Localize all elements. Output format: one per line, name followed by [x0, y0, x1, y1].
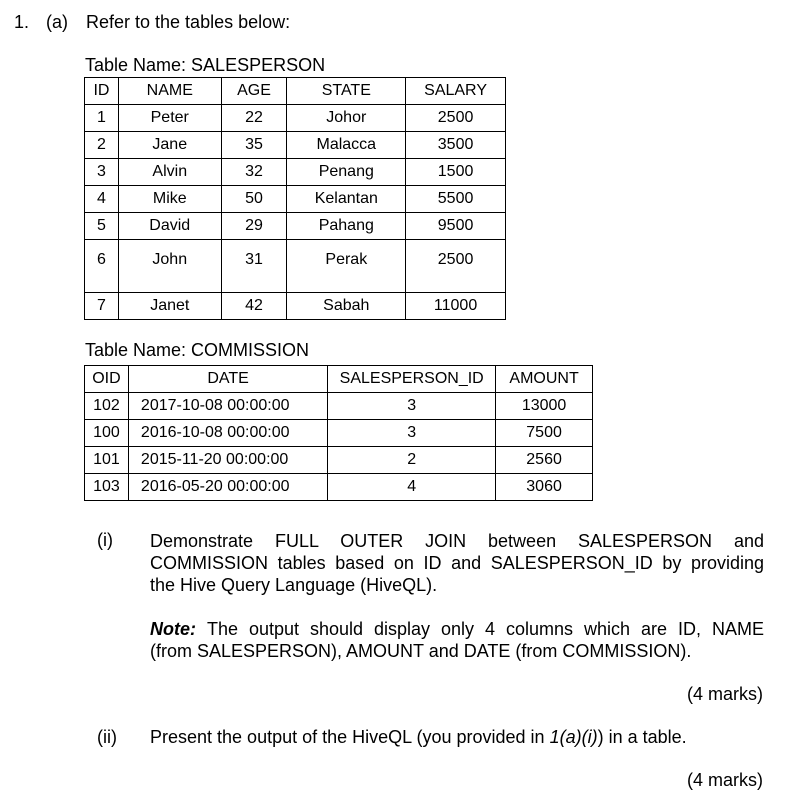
text-line: Demonstrate FULL OUTER JOIN between SALESPERSON and [150, 531, 764, 551]
note-line-1 [150, 618, 764, 640]
table-cell: Jane [118, 132, 221, 159]
table-header-row [85, 366, 593, 393]
question-part: (a) [46, 12, 68, 32]
table-cell: 2017-10-08 00:00:00 [128, 393, 327, 420]
table-row [85, 213, 506, 240]
text-line: the Hive Query Language (HiveQL). [150, 575, 438, 595]
table-cell: 5 [85, 213, 119, 240]
marks-i: (4 marks) [687, 684, 763, 704]
table-cell: 102 [85, 393, 129, 420]
table-cell: 2 [85, 132, 119, 159]
table-cell: 2500 [406, 240, 506, 293]
question-reference: 1(a)(i) [549, 727, 598, 747]
table-row [85, 186, 506, 213]
table-cell: Penang [287, 159, 406, 186]
sub-question-i-label: (i) [97, 530, 113, 550]
table-cell: 11000 [406, 293, 506, 320]
table-cell: Mike [118, 186, 221, 213]
table-cell: 32 [221, 159, 287, 186]
table-cell: 1 [85, 105, 119, 132]
table-row [85, 447, 593, 474]
table-cell: 4 [328, 474, 496, 501]
table-cell: Kelantan [287, 186, 406, 213]
salesperson-caption: Table Name: SALESPERSON [85, 55, 326, 75]
table-cell: 35 [221, 132, 287, 159]
column-header: AMOUNT [496, 366, 593, 393]
table-cell: 4 [85, 186, 119, 213]
table-cell: 3 [328, 393, 496, 420]
table-cell: 2 [328, 447, 496, 474]
table-row [85, 474, 593, 501]
table-cell: 6 [85, 240, 119, 293]
table-cell: Janet [118, 293, 221, 320]
question-intro: Refer to the tables below: [86, 12, 291, 32]
table-cell: Malacca [287, 132, 406, 159]
table-row [85, 105, 506, 132]
text-segment: Present the output of the HiveQL (you provided in [150, 727, 550, 747]
table-cell: Johor [287, 105, 406, 132]
table-cell: John [118, 240, 221, 293]
table-header-row [85, 78, 506, 105]
column-header: DATE [128, 366, 327, 393]
table-cell: 2016-05-20 00:00:00 [128, 474, 327, 501]
sub-question-ii-text [150, 727, 687, 748]
table-cell: 2015-11-20 00:00:00 [128, 447, 327, 474]
table-row [85, 393, 593, 420]
table-cell: 13000 [496, 393, 593, 420]
table-cell: Perak [287, 240, 406, 293]
table-cell: 3500 [406, 132, 506, 159]
table-cell: 22 [221, 105, 287, 132]
table-cell: 2560 [496, 447, 593, 474]
table-cell: 5500 [406, 186, 506, 213]
text-line: COMMISSION tables based on ID and SALESPERSON_ID by providing [150, 553, 764, 573]
table-cell: 7 [85, 293, 119, 320]
column-header: ID [85, 78, 119, 105]
table-cell: 31 [221, 240, 287, 293]
table-cell: 2016-10-08 00:00:00 [128, 420, 327, 447]
note-line-2: (from SALESPERSON), AMOUNT and DATE (from COMMISSION). [150, 641, 692, 661]
table-row [85, 132, 506, 159]
table-cell: 29 [221, 213, 287, 240]
table-row [85, 240, 506, 293]
table-cell: 3060 [496, 474, 593, 501]
note-text: The output should display only 4 columns which are ID, NAME [206, 619, 764, 639]
table-cell: 1500 [406, 159, 506, 186]
table-cell: Peter [118, 105, 221, 132]
sub-question-ii-label: (ii) [97, 727, 117, 747]
table-cell: 42 [221, 293, 287, 320]
table-cell: 100 [85, 420, 129, 447]
commission-table [84, 365, 593, 501]
table-cell: 3 [328, 420, 496, 447]
table-cell: Pahang [287, 213, 406, 240]
question-number: 1. [14, 12, 30, 32]
table-cell: 101 [85, 447, 129, 474]
column-header: AGE [221, 78, 287, 105]
commission-caption: Table Name: COMMISSION [85, 340, 310, 360]
table-cell: 3 [85, 159, 119, 186]
column-header: SALESPERSON_ID [328, 366, 496, 393]
table-cell: 50 [221, 186, 287, 213]
table-cell: Alvin [118, 159, 221, 186]
table-cell: 2500 [406, 105, 506, 132]
column-header: STATE [287, 78, 406, 105]
column-header: SALARY [406, 78, 506, 105]
table-row [85, 420, 593, 447]
column-header: OID [85, 366, 129, 393]
salesperson-table [84, 77, 506, 320]
sub-question-i-text [150, 530, 764, 596]
marks-ii: (4 marks) [687, 770, 763, 790]
table-cell: 7500 [496, 420, 593, 447]
column-header: NAME [118, 78, 221, 105]
table-row [85, 293, 506, 320]
table-cell: 9500 [406, 213, 506, 240]
text-segment: ) in a table. [597, 727, 687, 747]
table-row [85, 159, 506, 186]
table-cell: David [118, 213, 221, 240]
note-label: Note: [150, 619, 196, 639]
table-cell: 103 [85, 474, 129, 501]
note [150, 618, 764, 662]
table-cell: Sabah [287, 293, 406, 320]
